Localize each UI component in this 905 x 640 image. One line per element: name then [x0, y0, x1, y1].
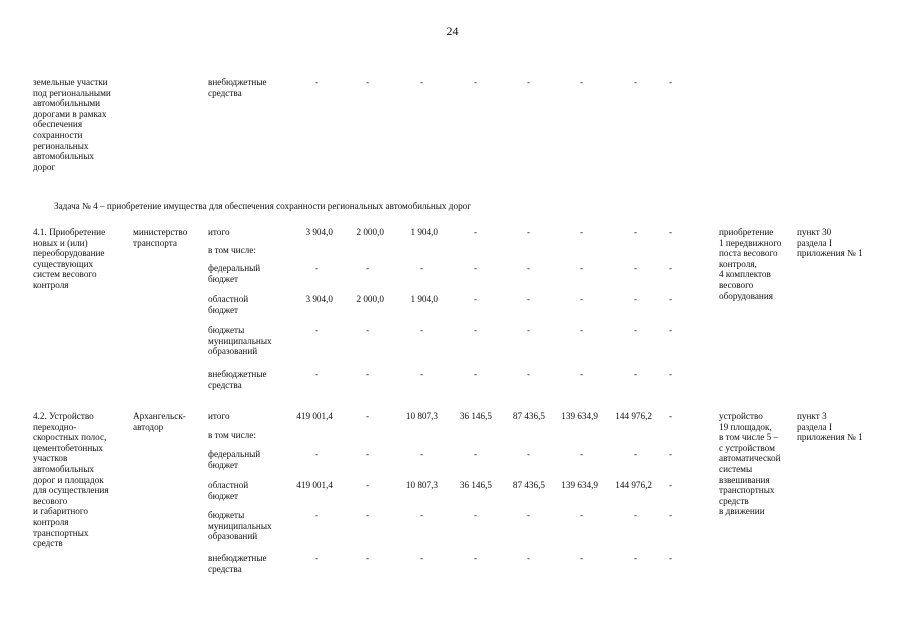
empty-value: - — [527, 294, 531, 304]
expected-result: приобретение 1 передвижного поста весового контроля, 4 комплектов весового оборудования — [719, 227, 782, 301]
funding-source-label: бюджеты муниципальных образований — [208, 325, 272, 357]
amount-value: 2 000,0 — [356, 294, 384, 304]
measure-name: 4.1. Приобретение новых и (или) переоборудование существующих систем весового контроля — [33, 227, 106, 290]
empty-value: - — [366, 480, 370, 490]
empty-value: - — [315, 510, 319, 520]
empty-value: - — [634, 227, 638, 237]
empty-value: - — [527, 77, 531, 87]
funding-source-label: итого — [208, 227, 230, 237]
empty-value: - — [420, 553, 424, 563]
empty-value: - — [527, 227, 531, 237]
empty-value: - — [634, 294, 638, 304]
empty-value: - — [580, 263, 584, 273]
empty-value: - — [420, 510, 424, 520]
funding-source-label: федеральный бюджет — [208, 449, 261, 470]
empty-value: - — [527, 369, 531, 379]
empty-value: - — [669, 553, 673, 563]
empty-value: - — [474, 227, 478, 237]
empty-value: - — [366, 449, 370, 459]
empty-value: - — [474, 510, 478, 520]
empty-value: - — [669, 77, 673, 87]
amount-value: 1 904,0 — [410, 227, 438, 237]
empty-value: - — [366, 553, 370, 563]
empty-value: - — [315, 325, 319, 335]
empty-value: - — [669, 325, 673, 335]
amount-value: 3 904,0 — [305, 294, 333, 304]
amount-value: 419 001,4 — [296, 411, 333, 421]
empty-value: - — [634, 510, 638, 520]
amount-value: 144 976,2 — [615, 480, 652, 490]
empty-value: - — [580, 77, 584, 87]
empty-value: - — [420, 263, 424, 273]
empty-value: - — [634, 369, 638, 379]
empty-value: - — [580, 294, 584, 304]
empty-value: - — [580, 325, 584, 335]
funding-source-label: внебюджетные средства — [208, 369, 267, 390]
funding-source-label: итого — [208, 411, 230, 421]
empty-value: - — [474, 294, 478, 304]
empty-value: - — [420, 369, 424, 379]
measure-name: земельные участки под региональными автомобильными дорогами в рамках обеспечения сохранности региональных автомобильных дорог — [33, 77, 111, 172]
empty-value: - — [669, 480, 673, 490]
empty-value: - — [420, 449, 424, 459]
empty-value: - — [474, 553, 478, 563]
funding-source-label: в том числе: — [208, 430, 256, 440]
amount-value: 10 807,3 — [405, 480, 438, 490]
empty-value: - — [669, 449, 673, 459]
empty-value: - — [366, 77, 370, 87]
empty-value: - — [527, 510, 531, 520]
executor: министерство транспорта — [133, 227, 188, 248]
empty-value: - — [315, 553, 319, 563]
amount-value: 10 807,3 — [405, 411, 438, 421]
empty-value: - — [634, 77, 638, 87]
empty-value: - — [580, 553, 584, 563]
empty-value: - — [669, 227, 673, 237]
empty-value: - — [474, 325, 478, 335]
empty-value: - — [474, 449, 478, 459]
empty-value: - — [669, 369, 673, 379]
funding-source-label: бюджеты муниципальных образований — [208, 510, 272, 542]
empty-value: - — [634, 449, 638, 459]
amount-value: 1 904,0 — [410, 294, 438, 304]
executor: Архангельск- автодор — [133, 411, 186, 432]
empty-value: - — [527, 449, 531, 459]
empty-value: - — [527, 263, 531, 273]
page-number: 24 — [446, 24, 459, 38]
empty-value: - — [580, 369, 584, 379]
empty-value: - — [315, 449, 319, 459]
funding-source-label: федеральный бюджет — [208, 263, 261, 284]
empty-value: - — [669, 263, 673, 273]
empty-value: - — [527, 325, 531, 335]
empty-value: - — [315, 369, 319, 379]
amount-value: 2 000,0 — [356, 227, 384, 237]
empty-value: - — [580, 449, 584, 459]
empty-value: - — [315, 77, 319, 87]
empty-value: - — [474, 369, 478, 379]
amount-value: 139 634,9 — [561, 411, 598, 421]
amount-value: 139 634,9 — [561, 480, 598, 490]
expected-result: устройство 19 площадок, в том числе 5 – с устройством автоматической системы взвешивания транспортных средств в движении — [719, 411, 781, 517]
empty-value: - — [366, 411, 370, 421]
reference: пункт 30 раздела I приложения № 1 — [797, 227, 863, 259]
reference: пункт 3 раздела I приложения № 1 — [797, 411, 863, 443]
funding-source-label: в том числе: — [208, 245, 256, 255]
empty-value: - — [527, 553, 531, 563]
empty-value: - — [580, 510, 584, 520]
empty-value: - — [580, 227, 584, 237]
amount-value: 87 436,5 — [512, 411, 545, 421]
funding-source-label: областной бюджет — [208, 294, 249, 315]
funding-source-label: внебюджетные средства — [208, 553, 267, 574]
empty-value: - — [669, 510, 673, 520]
amount-value: 87 436,5 — [512, 480, 545, 490]
measure-name: 4.2. Устройство переходно- скоростных полос, цементобетонных участков автомобильных дорог и площадок для осуществления весового и габаритного контроля транспортных средств — [33, 411, 109, 549]
empty-value: - — [669, 294, 673, 304]
empty-value: - — [366, 325, 370, 335]
empty-value: - — [669, 411, 673, 421]
empty-value: - — [315, 263, 319, 273]
task-heading: Задача № 4 – приобретение имущества для обеспечения сохранности региональных автомобильных дорог — [54, 201, 472, 211]
amount-value: 419 001,4 — [296, 480, 333, 490]
empty-value: - — [474, 77, 478, 87]
amount-value: 36 146,5 — [459, 480, 492, 490]
empty-value: - — [366, 510, 370, 520]
empty-value: - — [420, 325, 424, 335]
empty-value: - — [420, 77, 424, 87]
empty-value: - — [634, 325, 638, 335]
empty-value: - — [366, 263, 370, 273]
amount-value: 144 976,2 — [615, 411, 652, 421]
amount-value: 3 904,0 — [305, 227, 333, 237]
empty-value: - — [634, 553, 638, 563]
empty-value: - — [474, 263, 478, 273]
empty-value: - — [634, 263, 638, 273]
amount-value: 36 146,5 — [459, 411, 492, 421]
funding-source-label: областной бюджет — [208, 480, 249, 501]
empty-value: - — [366, 369, 370, 379]
funding-source-label: внебюджетные средства — [208, 77, 267, 98]
